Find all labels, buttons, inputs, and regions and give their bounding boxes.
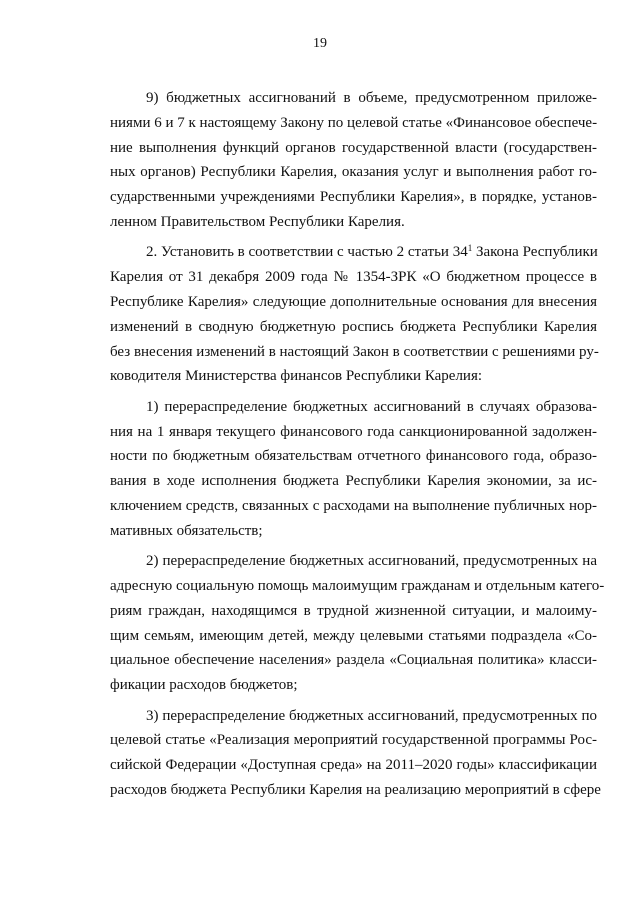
text-line: циальное обеспечение населения» раздела «Социальная политика» класси- <box>110 652 597 669</box>
text-line: расходов бюджета Республики Карелия на реализацию мероприятий в сфере <box>110 781 601 798</box>
text-run: Закона Республики <box>472 244 598 261</box>
text-line: 3) перераспределение бюджетных ассигнований, предусмотренных по <box>146 707 597 724</box>
text-line: 1) перераспределение бюджетных ассигнований в случаях образова- <box>146 398 597 415</box>
text-line: ниями 6 и 7 к настоящему Закону по целевой статье «Финансовое обеспече- <box>110 114 598 131</box>
text-line: изменений в сводную бюджетную роспись бюджета Республики Карелия <box>110 318 597 335</box>
text-line: риям граждан, находящимся в трудной жизненной ситуации, и малоиму- <box>110 602 597 619</box>
text-line: сударственными учреждениями Республики Карелия», в порядке, установ- <box>110 189 597 206</box>
text-line: ния на 1 января текущего финансового года санкционированной задолжен- <box>110 423 597 440</box>
text-line: целевой статье «Реализация мероприятий государственной программы Рос- <box>110 732 597 749</box>
text-line: 9) бюджетных ассигнований в объеме, предусмотренном приложе- <box>146 90 597 106</box>
paragraph-5 <box>110 704 601 803</box>
paragraph-3 <box>110 395 597 544</box>
text-line: ных органов) Республики Карелия, оказания услуг и выполнения работ го- <box>110 164 597 181</box>
page-number: 19 <box>313 36 327 51</box>
text-line: адресную социальную помощь малоимущим гражданам и отдельным катего- <box>110 577 605 594</box>
paragraph-1 <box>110 86 597 235</box>
text-line: ководителя Министерства финансов Республики Карелия: <box>110 368 483 385</box>
text-line: сийской Федерации «Доступная среда» на 2011–2020 годы» классификации <box>110 757 597 774</box>
text-line: Республике Карелия» следующие дополнительные основания для внесения <box>110 293 597 310</box>
text-line: Карелия от 31 декабря 2009 года № 1354-ЗРК «О бюджетном процессе в <box>110 269 597 286</box>
text-line: ленном Правительством Республики Карелия. <box>110 213 405 230</box>
text-line: вания в ходе исполнения бюджета Республики Карелия экономии, за ис- <box>110 473 597 490</box>
text-line: ности по бюджетным обязательствам отчетного финансового года, образо- <box>110 448 597 465</box>
text-line <box>110 240 597 265</box>
paragraph-4 <box>110 549 605 698</box>
text-run: 2. Установить в соответствии с частью 2 статьи 34 <box>146 244 468 261</box>
text-line: мативных обязательств; <box>110 522 263 539</box>
text-line: ключением средств, связанных с расходами на выполнение публичных нор- <box>110 497 597 514</box>
text-line: 2) перераспределение бюджетных ассигнований, предусмотренных на <box>146 553 597 570</box>
superscript: 1 <box>467 243 473 254</box>
text-line: щим семьям, имеющим детей, между целевыми статьями подраздела «Со- <box>110 627 597 644</box>
text-line: ние выполнения функций органов государственной власти (государствен- <box>110 139 597 156</box>
text-line: без внесения изменений в настоящий Закон в соответствии с решениями ру- <box>110 343 599 360</box>
text-line: фикации расходов бюджетов; <box>110 677 298 694</box>
body-text <box>110 86 605 803</box>
paragraph-2 <box>110 240 597 389</box>
